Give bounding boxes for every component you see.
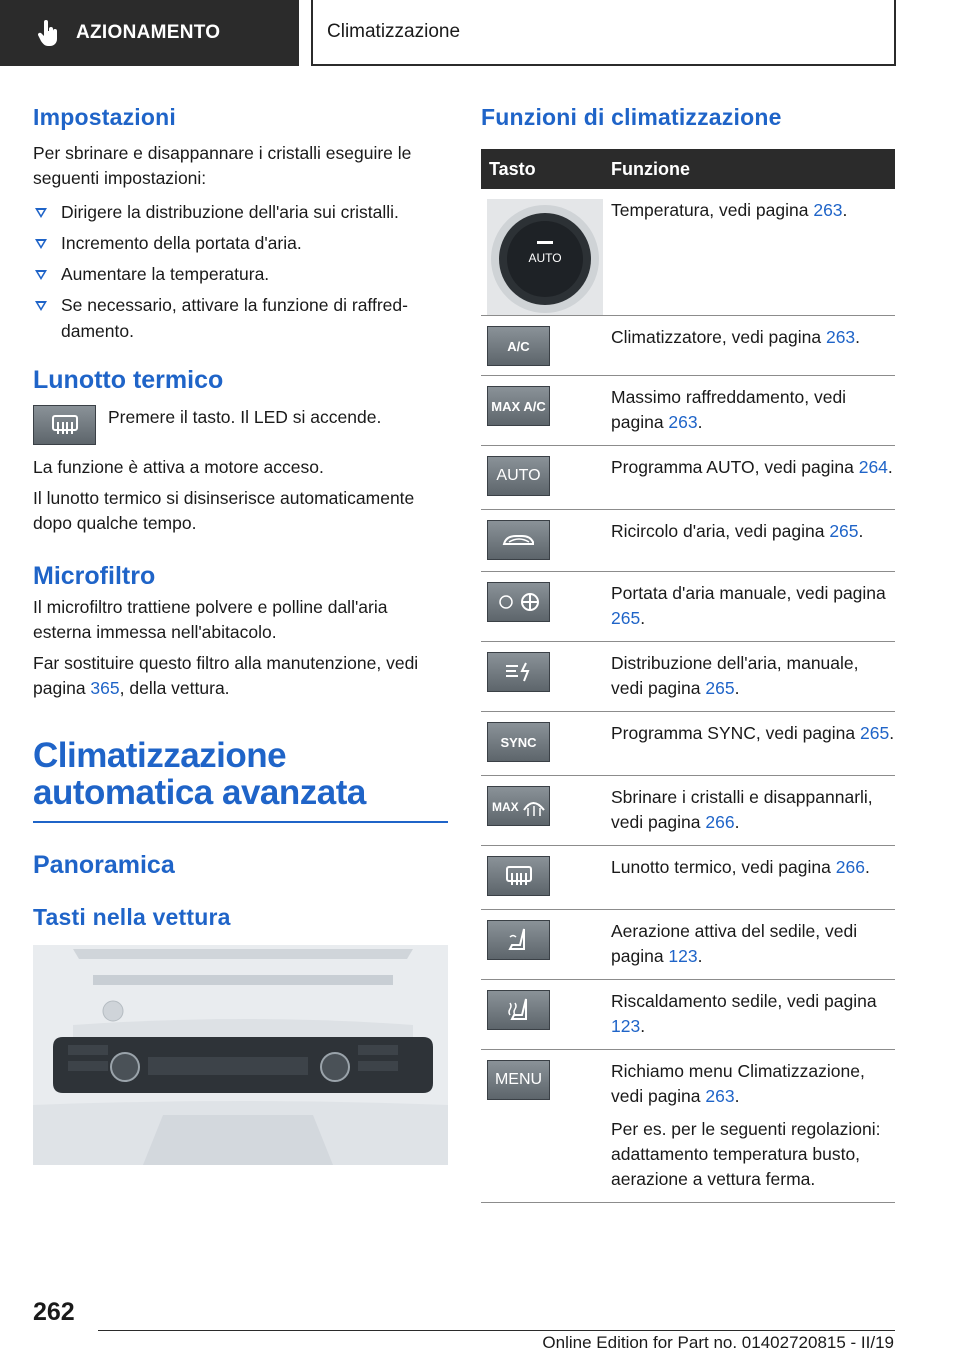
table-function-cell: Massimo raffreddamento, vedi pagina 263. [611,387,847,432]
svg-text:AUTO: AUTO [528,251,562,265]
table-row [481,846,895,910]
page-link[interactable]: 265 [611,608,641,628]
table-row [481,980,895,1050]
ac-button-icon [487,326,550,366]
page-link[interactable]: 365 [90,678,120,698]
table-function-cell: Lunotto termico, vedi pagina 266. [611,857,870,877]
main-title: Climatizzazione automatica avanzata [33,736,366,812]
lunotto-instruction [33,405,448,445]
column-header-tasto: Tasto [489,158,536,179]
table-key-cell [481,846,611,909]
tasti-heading: Tasti nella vettura [33,904,231,930]
page-link[interactable]: 263 [813,200,843,220]
fan-button-icon [487,582,550,622]
table-function-cell: Programma SYNC, vedi pagina 265. [611,723,895,743]
list-item: Aumentare la temperatura. [33,261,448,287]
table-function-cell: Climatizzatore, vedi pagina 263. [611,327,861,347]
triangle-bullet-icon [35,301,47,311]
table-row [481,376,895,446]
triangle-bullet-icon [35,239,47,249]
svg-text:MAX: MAX [491,800,519,814]
rear-defrost-button-icon [487,856,550,896]
table-key-cell [481,316,611,375]
menu-button-icon [487,1060,550,1100]
page-link[interactable]: 264 [858,457,888,477]
lunotto-press-text: Premere il tasto. Il LED si accende. [108,407,382,427]
table-key-cell [481,572,611,641]
table-key-cell [481,776,611,845]
table-function-cell: Programma AUTO, vedi pagina 264. [611,457,893,477]
table-key-cell [481,910,611,979]
page-link[interactable]: 266 [835,857,865,877]
temperature-knob-icon [487,199,603,315]
table-key-cell [481,1050,611,1202]
table-function-cell: Ricircolo d'aria, vedi pagina 265. [611,521,864,541]
page-link[interactable]: 265 [860,723,890,743]
button-label: MENU [494,1071,543,1088]
lunotto-p1: La funzione è attiva a motore acceso. [33,457,324,477]
title-rule [33,821,448,823]
button-label: SYNC [500,734,537,750]
hand-pointer-icon [38,20,60,46]
page-link[interactable]: 123 [668,946,698,966]
button-label: A/C [507,338,530,354]
list-item: Se necessario, attivare la funzione di raffreddamento. [33,292,448,344]
button-label: MAX A/C [491,398,546,414]
table-key-cell [481,712,611,775]
footer-edition: Online Edition for Part no. 01402720815 - II/19 [542,1333,894,1352]
table-row [481,776,895,846]
impostazioni-heading: Impostazioni [33,104,176,130]
page-header [0,0,960,66]
air-distribution-button-icon [487,652,550,692]
functions-table [481,189,895,1203]
button-label: AUTO [496,467,541,484]
list-item: Dirigere la distribuzione dell'aria sui cristalli. [33,199,448,225]
recirculation-button-icon [487,520,550,560]
impostazioni-intro: Per sbrinare e disappannare i cristalli eseguire le seguenti impostazioni: [33,143,412,188]
section-title: AZIONAMENTO [76,22,221,43]
dashboard-photo [33,945,448,1165]
page-link[interactable]: 265 [705,678,735,698]
microfiltro-p1: Il microfiltro trattiene polvere e polline dall'aria esterna immessa nell'abitacolo. [33,597,388,642]
auto-button-icon [487,456,550,496]
subsection-title: Climatizzazione [327,21,461,42]
table-key-cell [481,376,611,445]
page-link[interactable]: 123 [611,1016,641,1036]
page-link[interactable]: 265 [829,521,859,541]
seat-heating-button-icon [487,990,550,1030]
page-number: 262 [33,1298,75,1326]
right-column [481,100,895,1203]
table-row [481,712,895,776]
triangle-bullet-icon [35,270,47,280]
max-defrost-button-icon [487,786,550,826]
page-link[interactable]: 263 [705,1086,735,1106]
lunotto-heading: Lunotto termico [33,366,224,394]
microfiltro-heading: Microfiltro [33,562,156,590]
table-function-cell: Aerazione attiva del sedile, vedi pagina 123. [611,921,858,966]
table-row [481,572,895,642]
table-row [481,446,895,510]
table-row [481,510,895,572]
table-function-cell: Sbrinare i cristalli e disappannarli, vedi pagina 266. [611,787,873,832]
section-tab [0,0,299,66]
subsection-tab [311,0,896,66]
table-key-cell [481,642,611,711]
funzioni-heading: Funzioni di climatizzazione [481,104,782,130]
page-link[interactable]: 263 [668,412,698,432]
table-function-cell: Portata d'aria manuale, vedi pagina 265. [611,583,886,628]
table-function-cell: Distribuzione dell'aria, manuale, vedi pagina 265. [611,653,859,698]
table-row [481,910,895,980]
panoramica-heading: Panoramica [33,851,175,879]
table-function-cell: Temperatura, vedi pagina 263. [611,200,848,220]
left-column [33,100,448,1165]
table-key-cell [481,189,611,315]
table-row [481,1050,895,1203]
table-key-cell [481,980,611,1049]
lunotto-p2: Il lunotto termico si disinserisce automaticamente dopo qualche tempo. [33,488,415,533]
impostazioni-list [33,199,448,344]
table-function-cell: Richiamo menu Climatizzazione, vedi pagina 263. Per es. per le seguenti regolazioni: adattamento temperatura busto, aerazione a vettura ferma. [611,1050,895,1202]
table-key-cell [481,510,611,571]
seat-ventilation-button-icon [487,920,550,960]
triangle-bullet-icon [35,208,47,218]
list-item: Incremento della portata d'aria. [33,230,448,256]
page-link[interactable]: 263 [825,327,856,347]
table-row [481,642,895,712]
microfiltro-p2: Far sostituire questo filtro alla manutenzione, vedi pagina 365, della vettura. [33,653,419,698]
rear-defrost-button-icon [33,405,96,445]
function-note: Per es. per le seguenti regolazioni: adattamento temperatura busto, aerazione a vettura ferma. [611,1119,881,1189]
max-ac-button-icon [487,386,550,426]
footer-rule [98,1330,895,1331]
sync-button-icon [487,722,550,762]
table-function-cell: Riscaldamento sedile, vedi pagina 123. [611,991,877,1036]
table-row [481,316,895,376]
column-header-funzione: Funzione [611,158,690,179]
table-row [481,189,895,316]
table-key-cell [481,446,611,509]
page-link[interactable]: 266 [705,812,735,832]
table-header [481,149,895,189]
